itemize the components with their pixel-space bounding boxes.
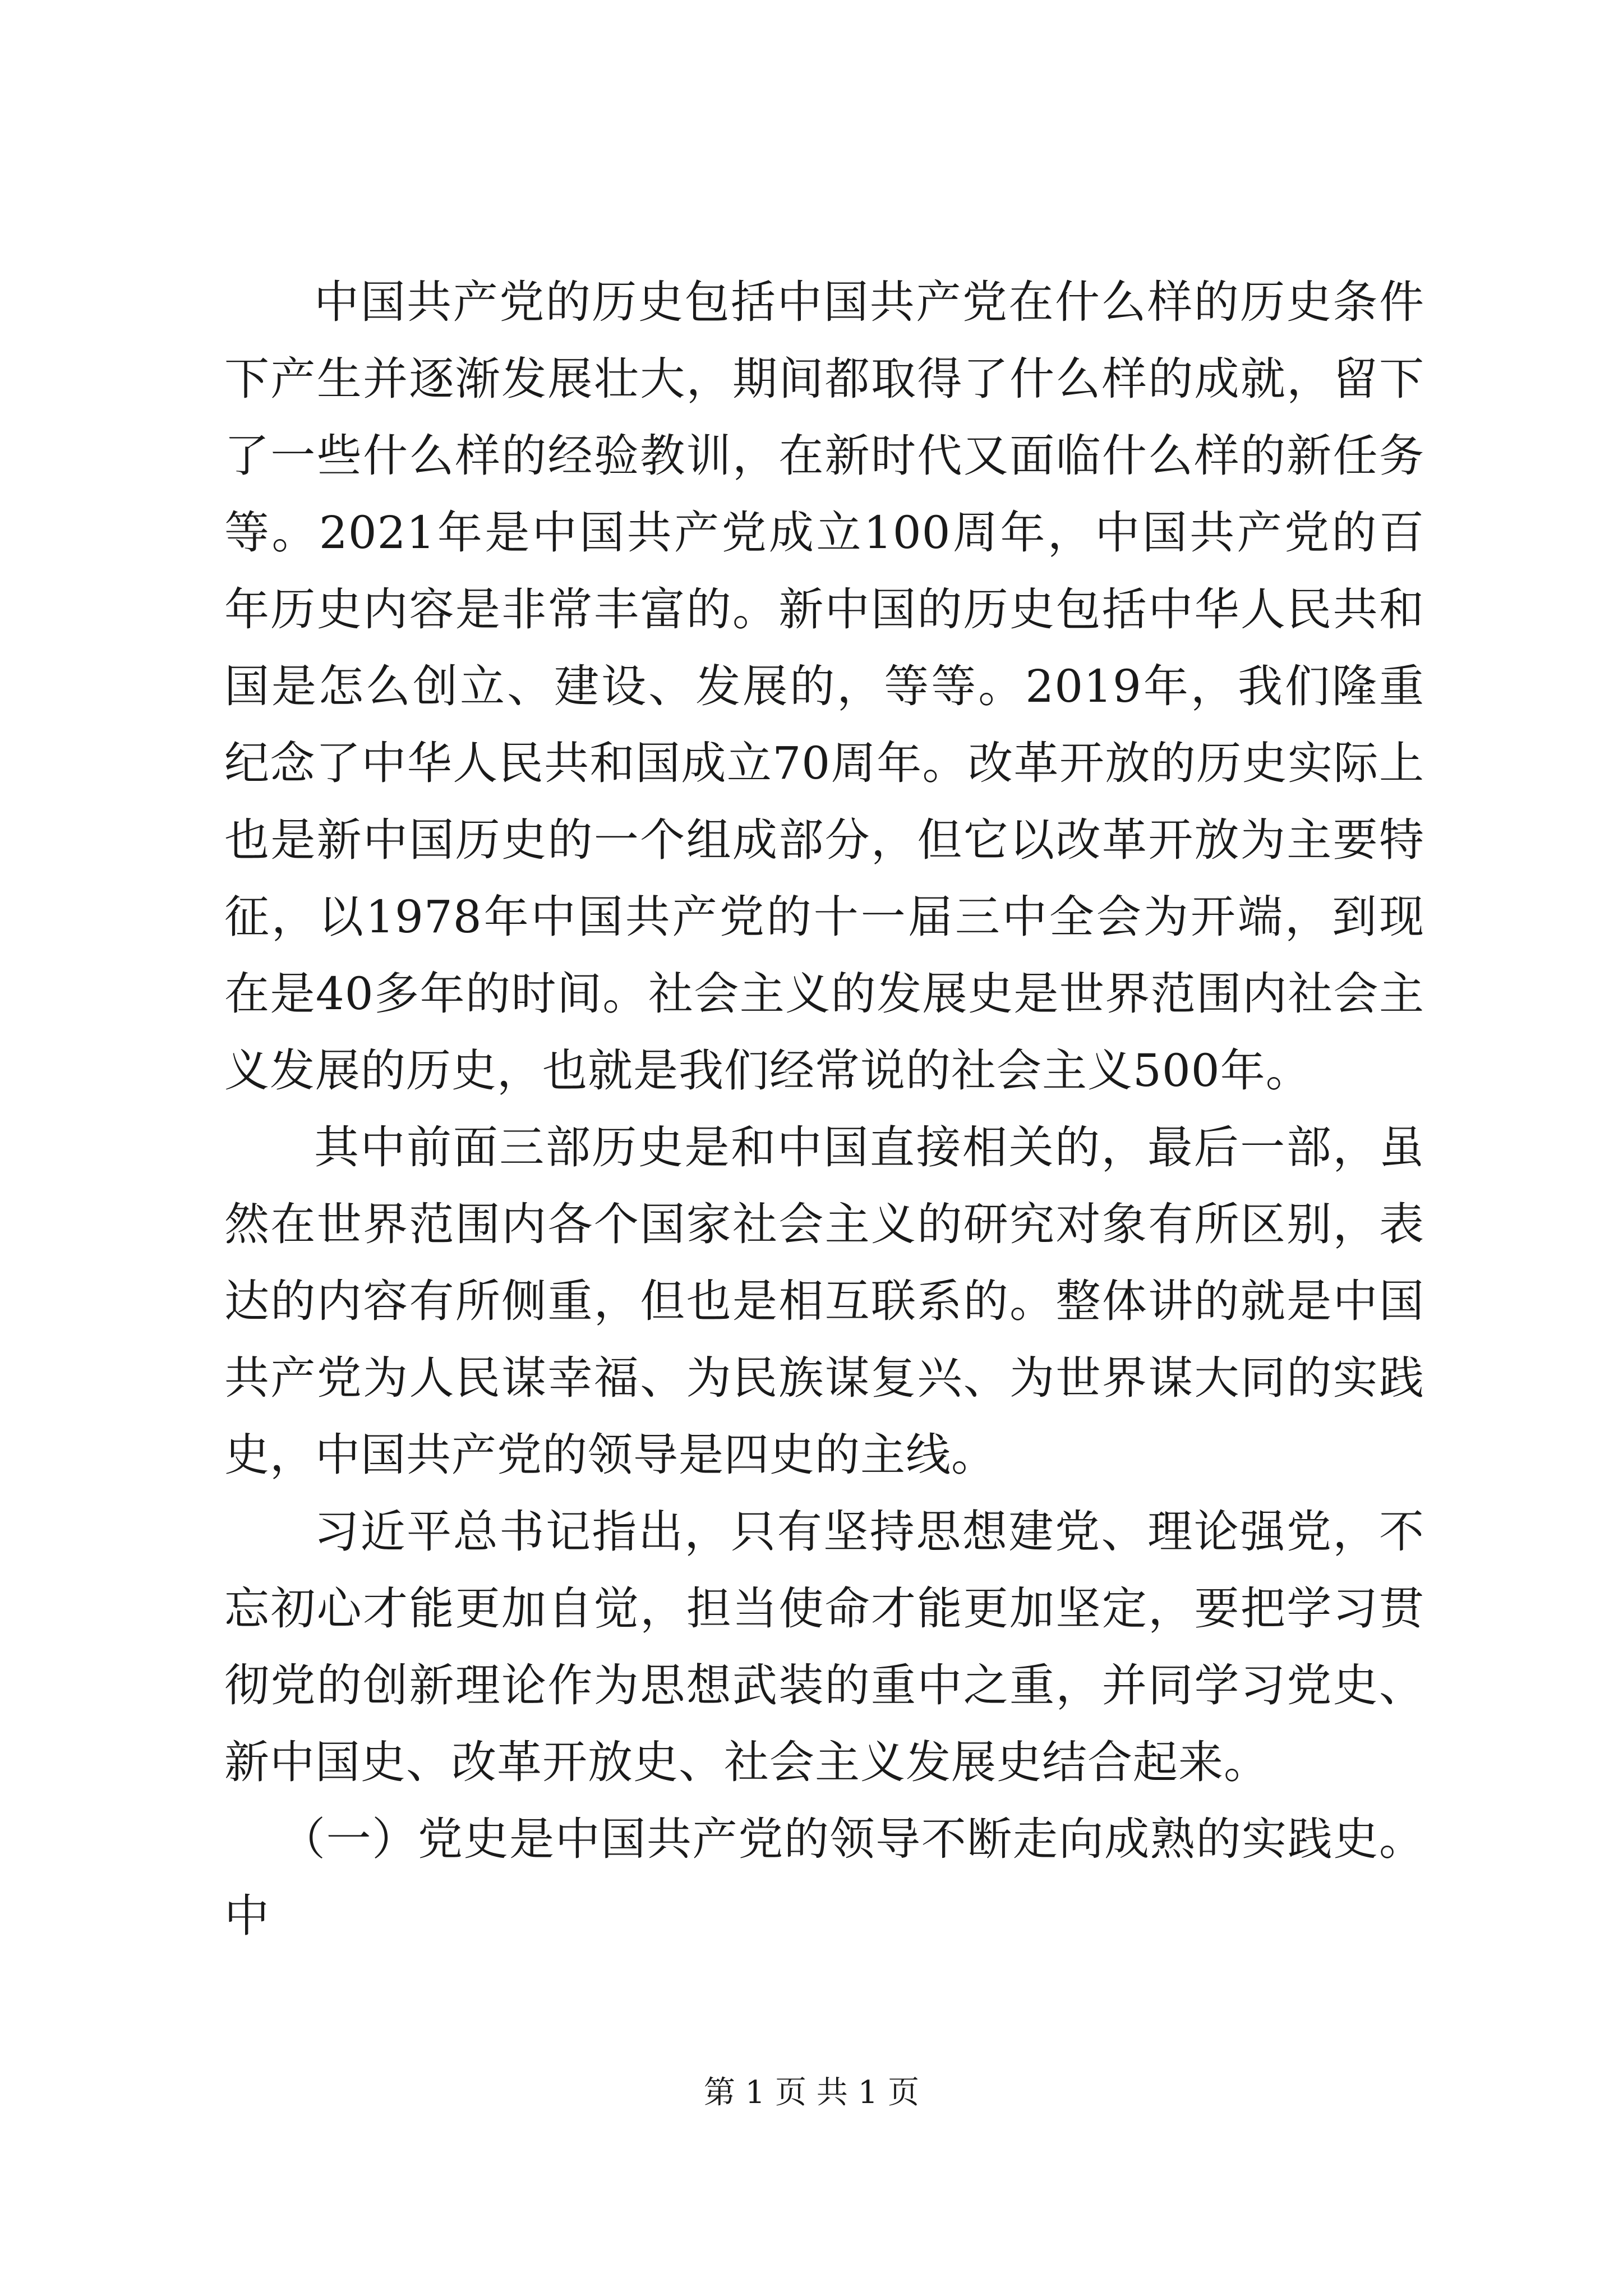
paragraph-party-history: 中国共产党的历史包括中国共产党在什么样的历史条件下产生并逐渐发展壮大，期间都取得了什么样的成就，留下了一些什么样的经验教训，在新时代又面临什么样的新任务等。2021年是中国共产党成立100周年，中国共产党的百年历史内容是非常丰富的。新中国的历史包括中华人民共和国是怎么创立、建设、发展的，等等。2019年，我们隆重纪念了中华人民共和国成立70周年。改革开放的历史实际上也是新中国历史的一个组成部分，但它以改革开放为主要特征，以1978年中国共产党的十一届三中全会为开端，到现在是40多年的时间。社会主义的发展史是世界范围内社会主义发展的历史，也就是我们经常说的社会主义500年。 <box>224 276 1424 1097</box>
paragraph-four-histories: 其中前面三部历史是和中国直接相关的，最后一部，虽然在世界范围内各个国家社会主义的研究对象有所区别，表达的内容有所侧重，但也是相互联系的。整体讲的就是中国共产党为人民谋幸福、为民族谋复兴、为世界谋大同的实践史，中国共产党的领导是四史的主线。 <box>224 1121 1424 1481</box>
paragraph-section-one-heading: （一）党史是中国共产党的领导不断走向成熟的实践史。中 <box>224 1813 1424 1942</box>
page-footer: 第 1 页 共 1 页 <box>703 2074 920 2111</box>
document-body <box>224 264 1424 1954</box>
paragraph-xi-quote: 习近平总书记指出，只有坚持思想建党、理论强党，不忘初心才能更加自觉，担当使命才能更加坚定，要把学习贯彻党的创新理论作为思想武装的重中之重，并同学习党史、新中国史、改革开放史、社会主义发展史结合起来。 <box>224 1506 1424 1788</box>
